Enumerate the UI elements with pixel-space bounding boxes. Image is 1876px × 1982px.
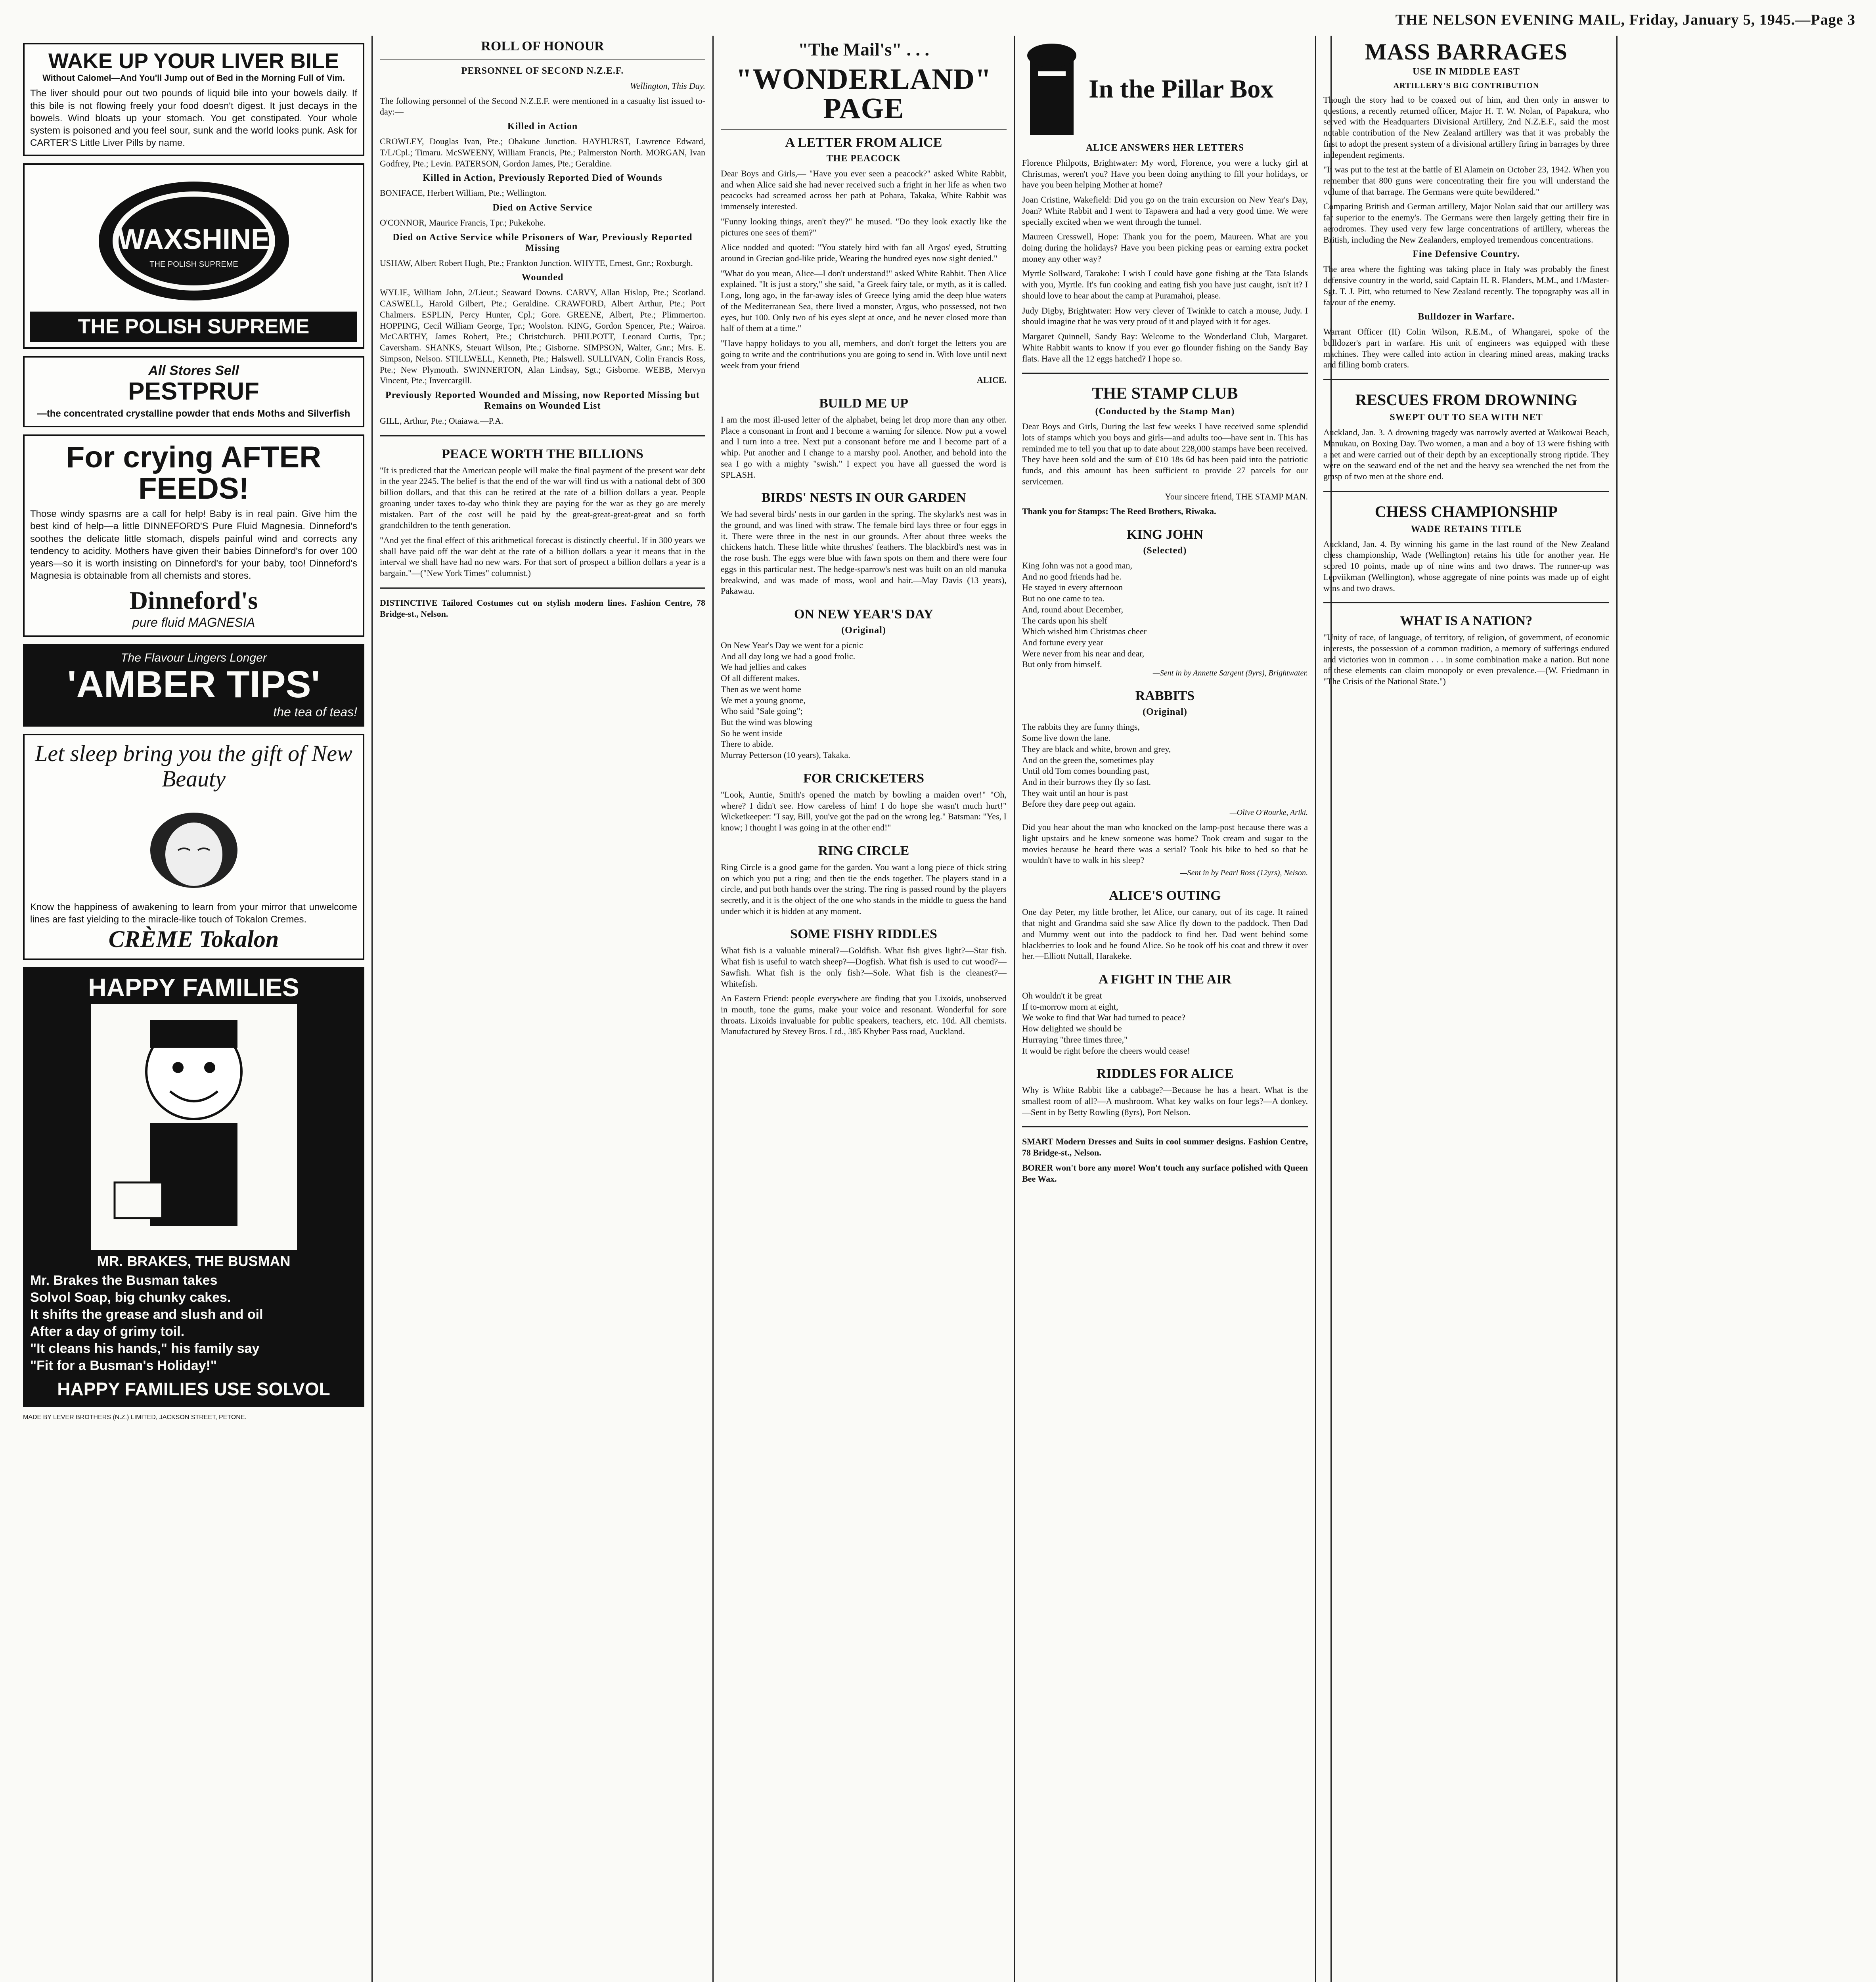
ad-liver-bile: [23, 43, 364, 156]
ad-solvol: [23, 967, 364, 1407]
rabbits-poem-line: The rabbits they are funny things,: [1022, 722, 1140, 732]
missing-heading: Previously Reported Wounded and Missing, now Reported Missing but Remains on Wounded List: [385, 390, 700, 411]
letter-signature: ALICE.: [976, 375, 1007, 385]
killed-heading: Killed in Action: [507, 121, 578, 132]
roll-intro: The following personnel of the Second N.Z.E.F. were mentioned in a casualty list issued to-day:—: [380, 96, 705, 117]
chess-text: Auckland, Jan. 4. By winning his game in the last round of the New Zealand chess championship, Wade (Wellington) retains his title for another year. He scored 10 points, made up of nine wins and two draws. The runner-up was Lepviikman (Wellington), whose aggregate of nine points was made up of eight wins and two draws.: [1323, 539, 1609, 593]
pestpruf-brand: PESTPRUF: [128, 378, 259, 406]
mass-barrages-para3: Comparing British and German artillery, Major Nolan said that our artillery was far superior to the enemy's. The Germans were then largely getting their fire in aerodromes. They used very few large concentrations of artillery, whereas the British, including the New Zealanders, employed tremendous concentrations.: [1323, 201, 1609, 245]
pillar-box-title: In the Pillar Box: [1089, 75, 1274, 104]
king-john-poem-line: But only from himself.: [1022, 659, 1102, 670]
waxshine-tin-illustration: [91, 174, 297, 308]
new-years-day-poem-line: There to abide.: [721, 739, 773, 749]
stamp-club-thanks: Thank you for Stamps: The Reed Brothers, Riwaka.: [1022, 506, 1216, 517]
riddles-alice-title: RIDDLES FOR ALICE: [1096, 1066, 1234, 1081]
fight-in-air-poem-line: Oh wouldn't it be great: [1022, 990, 1102, 1001]
stamp-club-sub: (Conducted by the Stamp Man): [1095, 406, 1235, 417]
solvol-verse: [30, 1273, 357, 1374]
new-years-day-poem: [721, 640, 1007, 761]
fight-in-air-poem: [1022, 990, 1308, 1056]
new-years-day-title: ON NEW YEAR'S DAY: [794, 607, 934, 622]
bulldozer-heading: Bulldozer in Warfare.: [1418, 312, 1515, 322]
stamp-club-para1: Dear Boys and Girls, During the last few weeks I have received some splendid lots of stamps which you boys and girls—and adults too—have sent in. This has reminded me to tell you that up to date about 228,000 stamps have been received. They have been sold and the sum of £10 18s 6d has been paid into the patriotic funds, and this amount has been sufficient to provide 27 parcels for our servicemen.: [1022, 421, 1308, 486]
fishy-riddles-text: What fish is a valuable mineral?—Goldfish. What fish gives light?—Star fish. What fish is useful to watch sheep?—Dogfish. What fish is used to cut wood?—Sawfish. What fish is the only fish?—Sole. What fish is the cleanest?—Whitefish.: [721, 945, 1007, 989]
peacock-heading: THE PEACOCK: [826, 153, 901, 164]
rescues-sub: SWEPT OUT TO SEA WITH NET: [1390, 412, 1543, 423]
roll-of-honour-title: ROLL OF HONOUR: [481, 39, 604, 54]
prisoner-list: USHAW, Albert Robert Hugh, Pte.; Frankton Junction. WHYTE, Ernest, Gnr.; Roxburgh.: [380, 258, 693, 268]
king-john-poem-line: But no one came to tea.: [1022, 593, 1105, 604]
waxshine-footer: THE POLISH SUPREME: [30, 312, 357, 342]
new-years-day-poem-line: We had jellies and cakes: [721, 662, 806, 672]
died-wounds-heading: Killed in Action, Previously Reported Died of Wounds: [423, 173, 662, 184]
tokalon-text: Know the happiness of awakening to learn from your mirror that unwelcome lines are fast yielding to the miracle-like touch of Tokalon Cremes.: [30, 901, 357, 925]
wonderland-title: "WONDERLAND" PAGE: [735, 63, 992, 125]
rabbits-title: RABBITS: [1135, 689, 1195, 704]
new-years-day-poem-line: Then as we went home: [721, 684, 801, 694]
dinnefords-text: Those windy spasms are a call for help! Baby is in real pain. Give him the best kind of help—a little DINNEFORD'S Pure Fluid Magnesia. Dinneford's soothes the delicate little stomach, dispels painful wind and corrects any tendency to acidity. Mothers have given their babies Dinneford's for over 100 years—so it is worth insisting on Dinneford's for your baby, too! Dinneford's Magnesia is obtainable from all chemists and stores.: [30, 509, 357, 582]
answer-joan: Joan Cristine, Wakefield: Did you go on the train excursion on New Year's Day, Joan? White Rabbit and I went to Tapawera and had a very good time. We were specially excited when we went through the tunnel.: [1022, 195, 1308, 227]
rabbits-poem-line: They wait until an hour is past: [1022, 788, 1128, 798]
mass-barrages-sub: USE IN MIDDLE EAST: [1413, 67, 1520, 77]
fishy-riddles-title: SOME FISHY RIDDLES: [790, 927, 937, 942]
lamppost-text: Did you hear about the man who knocked on the lamp-post because there was a light upstairs and he knew someone was home? Took cream and sugar to the movies because he heard there was a serial? Took his bike to bed so that he wouldn't have to walk in his sleep?: [1022, 822, 1308, 865]
roll-dateline: Wellington, This Day.: [630, 81, 705, 91]
pestpruf-store: All Stores Sell: [148, 363, 239, 379]
fight-in-air-poem-line: We woke to find that War had turned to peace?: [1022, 1012, 1186, 1023]
letter-para5: "Have happy holidays to you all, members, and don't forget the letters you are going to write and the contributions you are going to send in. With love until next week from your friend: [721, 338, 1007, 370]
amber-top: The Flavour Lingers Longer: [121, 651, 267, 665]
letter-para1: Dear Boys and Girls,— "Have you ever seen a peacock?" asked White Rabbit, and when Alice said she had never received such a fright in her life as when two peacocks had screamed across her path at Pohara, Takaka, White Rabbit was immensely interested.: [721, 168, 1007, 212]
pillar-box-header: [1022, 40, 1308, 139]
mass-barrages-para1: Though the story had to be coaxed out of him, and then only in answer to questions, a recently returned officer, Major H. T. W. Nolan, of Papakura, who served with the Headquarters Divisional Artillery, 2nd N.Z.E.F., said the most notable contribution of the New Zealand artillery was that it was probably the first to adopt the present system of a divisional artillery firing in barrages by three independent regiments.: [1323, 95, 1609, 160]
ad-costumes: DISTINCTIVE Tailored Costumes cut on stylish modern lines. Fashion Centre, 78 Bridge-st., Nelson.: [380, 597, 705, 619]
king-john-poem-line: The cards upon his shelf: [1022, 615, 1108, 626]
alices-outing-title: ALICE'S OUTING: [1109, 888, 1221, 903]
king-john-poem-line: And, round about December,: [1022, 604, 1124, 614]
new-years-day-poem-line: And all day long we had a good frolic.: [721, 651, 856, 661]
solvol-footer: HAPPY FAMILIES USE SOLVOL: [57, 1379, 330, 1400]
mass-barrages-title: MASS BARRAGES: [1365, 39, 1568, 65]
solvol-verse-line: Mr. Brakes the Busman takes: [30, 1273, 218, 1288]
roll-of-honour-subtitle: PERSONNEL OF SECOND N.Z.E.F.: [461, 66, 624, 76]
ring-circle-text: Ring Circle is a good game for the garden. You want a long piece of thick string on which you put a ring; and then tie the ends together. The players stand in a circle, and put both hands over the string. The ring is passed round by the players secretly, and it is the object of the one who stands in the middle to guess the hand under which it is hidden at any moment.: [721, 862, 1007, 916]
rescues-text: Auckland, Jan. 3. A drowning tragedy was narrowly averted at Waikowai Beach, Manukau, on Boxing Day. Two women, a man and a boy of 13 were fishing with a net and were carried out of their depth by an exceptionally strong riptide. They were on the seaward end of the net and the heavy sea wrenched the net from the grasp of two men at the shore end.: [1323, 427, 1609, 481]
solvol-credit: MADE BY LEVER BROTHERS (N.Z.) LIMITED, JACKSON STREET, PETONE.: [23, 1414, 247, 1421]
column-war-news: [1316, 36, 1618, 1982]
birds-nests-title: BIRDS' NESTS IN OUR GARDEN: [761, 490, 966, 505]
king-john-poem-line: He stayed in every afternoon: [1022, 582, 1123, 593]
wounded-heading: Wounded: [521, 272, 564, 283]
solvol-verse-line: After a day of grimy toil.: [30, 1324, 185, 1339]
rabbits-poem-line: Before they dare peep out again.: [1022, 799, 1135, 809]
new-years-day-poem-line: Who said "Sale going";: [721, 706, 803, 716]
fine-defensive-text: The area where the fighting was taking place in Italy was probably the finest defensive country in the world, said Captain H. R. Flanders, M.M., and 1/Master-Sgt. T. J. Pitt, who returned to New Zealand recently. The topography was all in favour of the enemy.: [1323, 264, 1609, 307]
king-john-poem-line: And fortune every year: [1022, 637, 1103, 647]
column-pillar-box: [1015, 36, 1316, 1982]
answer-margaret: Margaret Quinnell, Sandy Bay: Welcome to the Wonderland Club, Margaret. White Rabbit wants to know if you ever go flounder fishing on the Sandy Bay flats. Have all the 12 eggs hatched? I hope so.: [1022, 331, 1308, 363]
answers-heading: ALICE ANSWERS HER LETTERS: [1085, 143, 1244, 153]
tokalon-title: Let sleep bring you the gift of New Beauty: [35, 740, 352, 792]
rabbits-poem-line: And on the green the, sometimes play: [1022, 755, 1154, 765]
king-john-poem-line: King John was not a good man,: [1022, 560, 1133, 570]
lamppost-credit: —Sent in by Pearl Ross (12yrs), Nelson.: [1180, 869, 1308, 878]
fine-defensive-heading: Fine Defensive Country.: [1413, 249, 1520, 260]
column-roll-of-honour: [373, 36, 714, 1982]
died-wounds-list: BONIFACE, Herbert William, Pte.; Wellington.: [380, 188, 547, 198]
fight-in-air-title: A FIGHT IN THE AIR: [1098, 972, 1232, 987]
stamp-club-sign: Your sincere friend, THE STAMP MAN.: [1165, 491, 1308, 501]
fight-in-air-poem-line: It would be right before the cheers would cease!: [1022, 1045, 1190, 1056]
king-john-poem-line: Were never from his near and dear,: [1022, 648, 1145, 658]
waxshine-brand: WAXSHINE: [117, 224, 270, 256]
nation-text: "Unity of race, of language, of territory, of religion, of government, of economic interests, the possession of a common tradition, a memory of sufferings endured and victories won in common . . . in some combination make a nation. But none of these elements can claim monopoly or even prevalence.—(W. Friedmann in "The Crisis of the National State."): [1323, 632, 1609, 687]
ad-smart-dresses: SMART Modern Dresses and Suits in cool summer designs. Fashion Centre, 78 Bridge-st., Nelson.: [1022, 1136, 1308, 1158]
solvol-verse-line: Solvol Soap, big chunky cakes.: [30, 1290, 231, 1305]
ad-pestpruf: [23, 356, 364, 427]
king-john-poem-line: And no good friends had he.: [1022, 571, 1122, 582]
letter-para3: Alice nodded and quoted: "You stately bird with fan all Argos' eyed, Strutting around in Grecian god-like pride, Wearing the hundred eyes now sight denied.": [721, 242, 1007, 264]
rabbits-poem-line: Until old Tom comes bounding past,: [1022, 766, 1149, 776]
ad-amber-tips: [23, 644, 364, 727]
pillar-box-icon: [1022, 40, 1082, 139]
new-years-day-sub: (Original): [841, 625, 886, 635]
active-service-list: O'CONNOR, Maurice Francis, Tpr.; Pukekohe.: [380, 218, 546, 228]
fight-in-air-poem-line: If to-morrow morn at eight,: [1022, 1001, 1118, 1012]
masthead: THE NELSON EVENING MAIL, Friday, January 5, 1945.—Page 3: [1395, 11, 1855, 28]
stamp-club-title: THE STAMP CLUB: [1092, 385, 1238, 403]
king-john-poem: [1022, 560, 1308, 670]
mass-barrages-para2: "It was put to the test at the battle of El Alamein on October 23, 1942. When you remember that 800 guns were concentrating their fire you will understand the volume of that barrage. The Germans were quite bewildered.": [1323, 165, 1609, 197]
dinnefords-brand-sub: pure fluid MAGNESIA: [132, 615, 255, 630]
solvol-verse-line: It shifts the grease and slush and oil: [30, 1307, 263, 1322]
nation-title: WHAT IS A NATION?: [1400, 614, 1533, 629]
wounded-list: WYLIE, William John, 2/Lieut.; Seaward Downs. CARVY, Allan Hislop, Pte.; Scotland. CASWELL, Harold Gilbert, Pte.; Geraldine. CRAWFORD, Albert Arthur, Pte.; Port Chalmers. ESPLIN, Percy Hunter, Cpl.; Gore. GREENE, Albert, Pte.; Plimmerton. HOPPING, Cecil William George, Tpr.; Woolston. KING, Gordon Spencer, Pte.; Wairoa. McCARTHY, James Robert, Pte.; Christchurch. PHILPOTT, Leonard Curtis, Tpr.; Caversham. SHANKS, Steuart Wilson, Pte.; Gisborne. SIMPSON, Walter, Gnr.; Mrs. E. Simpson, Nelson. STILLWELL, Kenneth, Pte.; Halswell. SULLIVAN, Colin Francis Ross, Pte.; New Plymouth. SWINNERTON, Alan Lindsay, Sgt.; Gisborne. WEBB, Mervyn Vincent, Pte.; Invercargill.: [380, 287, 705, 386]
pestpruf-text: —the concentrated crystalline powder that ends Moths and Silverfish: [37, 408, 350, 419]
letter-para2: "Funny looking things, aren't they?" he mused. "Do they look exactly like the pictures one sees of them?": [721, 216, 1007, 237]
new-years-day-poem-line: So he went inside: [721, 728, 783, 738]
ad-liver-text: The liver should pour out two pounds of liquid bile into your bowels daily. If this bile is not flowing freely your food doesn't digest. It just decays in the bowels. Wind bloats up your stomach. You get constipated. Your whole system is poisoned and you feel sour, sunk and the world looks punk. Ask for CARTER'S Little Liver Pills by name.: [30, 88, 357, 149]
column-wonderland-page: [714, 36, 1015, 1982]
busman-illustration: [91, 1004, 297, 1250]
new-years-day-poem-line: Murray Petterson (10 years), Takaka.: [721, 750, 850, 760]
letter-para4: "What do you mean, Alice—I don't understand!" asked White Rabbit. Then Alice explained. "It is just a story," she said, "a Greek fairy tale, or myth, as it is called. Long, long ago, in the far-away isles of Greece lying amid the deep blue waters of the Mediterranean Sea, there lived a monster, Argus, who possessed, not two eyes, but 100. Only two of his eyes slept at once, and he never closed more than half of them at a time.": [721, 268, 1007, 333]
birds-nests-text: We had several birds' nests in our garden in the spring. The skylark's nest was in the ground, and was lined with straw. The female bird lays three or four eggs in it. There were three in the nest in our grounds. After about three weeks the chickens hatch. These little white thrushes' feathers. The blackbird's nest was in the rose bush. The eggs were blue with fawn spots on them and there were four eggs in this particular nest. The hedge-sparrow's nest was built on an old manuka breakwind, and was made of moss, wool and hair.—May Davis (13 years), Pakawau.: [721, 509, 1007, 596]
prisoner-heading: Died on Active Service while Prisoners of War, Previously Reported Missing: [392, 232, 693, 253]
peace-billions-para2: "And yet the final effect of this arithmetical forecast is distinctly cheerful. If in 300 years we shall have paid off the war debt at the rate of a billion dollars a year it means that in the interval we shall have had no new wars. For that sort of prospect a billion dollars a year is a bargain."—("New York Times" columnist.): [380, 535, 705, 578]
rabbits-poem: [1022, 721, 1308, 809]
king-john-poem-line: Which wished him Christmas cheer: [1022, 626, 1147, 637]
dinnefords-brand: Dinneford's: [129, 586, 258, 615]
king-john-title: KING JOHN: [1126, 527, 1204, 542]
waxshine-slogan: THE POLISH SUPREME: [149, 260, 238, 269]
wonderland-bracket-title: "The Mail's" . . .: [798, 39, 929, 59]
active-service-heading: Died on Active Service: [492, 203, 593, 213]
killed-list: CROWLEY, Douglas Ivan, Pte.; Ohakune Junction. HAYHURST, Lawrence Edward, T/L/Cpl.; Timaru. McSWEENY, William Francis, Pte.; Palmerston North. MORGAN, Ivan Godfrey, Pte.; Levin. PATERSON, Gordon James, Pte.; Geraldine.: [380, 136, 705, 168]
king-john-sub: (Selected): [1143, 545, 1187, 556]
missing-list: GILL, Arthur, Pte.; Otaiawa.—P.A.: [380, 415, 503, 426]
bulldozer-text: Warrant Officer (II) Colin Wilson, R.E.M., of Whangarei, spoke of the bulldozer's part in warfare. His unit of engineers was equipped with these machines. They were called into action in clearing mined areas, making tracks and filling bomb craters.: [1323, 327, 1609, 370]
new-years-day-poem-line: On New Year's Day we went for a picnic: [721, 640, 863, 650]
peace-billions-para1: "It is predicted that the American people will make the final payment of the present war debt in the year 2245. The belief is that the end of the war will find us with a national debt of 300 billion dollars, and that this can be retired at the rate of a billion dollars a year. People groaning under taxes to-day who think they are paying for the war as they go are merely mistaken. Part of the cost will be paid by the great-great-great-great and so forth grandchildren to the tenth generation.: [380, 465, 705, 530]
ad-dinnefords: [23, 434, 364, 637]
answer-florence: Florence Philpotts, Brightwater: My word, Florence, you were a lucky girl at Christmas, weren't you? Have you been doing anything to fill your holidays, or have you been helping Mother at home?: [1022, 158, 1308, 190]
fight-in-air-poem-line: Hurraying "three times three,": [1022, 1034, 1128, 1045]
ad-liver-title: WAKE UP YOUR LIVER BILE: [48, 49, 339, 73]
ring-circle-title: RING CIRCLE: [818, 843, 909, 858]
tokalon-brand: CRÈME Tokalon: [108, 926, 279, 953]
rabbits-poem-line: Some live down the lane.: [1022, 733, 1111, 743]
cricketers-title: FOR CRICKETERS: [803, 771, 925, 786]
ad-liver-tagline: Without Calomel—And You'll Jump out of Bed in the Morning Full of Vim.: [42, 73, 345, 83]
ad-tokalon: [23, 734, 364, 960]
riddles-alice-text: Why is White Rabbit like a cabbage?—Because he has a heart. What is the smallest room of all?—A mushroom. What key walks on four legs?—A donkey.—Sent in by Betty Rowling (8yrs), Port Nelson.: [1022, 1085, 1308, 1117]
ad-borer: BORER won't bore any more! Won't touch any surface polished with Queen Bee Wax.: [1022, 1162, 1308, 1184]
rescues-title: RESCUES FROM DROWNING: [1355, 391, 1577, 409]
chess-sub: WADE RETAINS TITLE: [1411, 524, 1522, 534]
answer-maureen: Maureen Cresswell, Hope: Thank you for the poem, Maureen. What are you doing during the holidays? Have you been picking peas or earning extra pocket money any other way?: [1022, 231, 1308, 264]
build-me-up-title: BUILD ME UP: [819, 396, 908, 411]
letter-title: A LETTER FROM ALICE: [785, 135, 942, 150]
rabbits-credit: —Olive O'Rourke, Ariki.: [1229, 808, 1308, 817]
answer-judy: Judy Digby, Brightwater: How very clever of Twinkle to catch a mouse, Judy. I should imagine that he was very proud of it and played with it for ages.: [1022, 305, 1308, 327]
king-john-credit: —Sent in by Annette Sargent (9yrs), Brightwater.: [1152, 669, 1308, 678]
answer-myrtle: Myrtle Sollward, Tarakohe: I wish I could have gone fishing at the Tata Islands with you, Myrtle. It's fun cooking and eating fish you have just caught, isn't it? I should love to hear about the camp at Puramahoi, please.: [1022, 268, 1308, 300]
solvol-verse-line: "It cleans his hands," his family say: [30, 1341, 260, 1356]
sleeping-woman-illustration: [134, 795, 253, 898]
solvol-banner: HAPPY FAMILIES: [88, 973, 299, 1002]
solvol-title: MR. BRAKES, THE BUSMAN: [97, 1253, 291, 1270]
eastern-friend-text: An Eastern Friend: people everywhere are finding that you Lixoids, unobserved in mouth, tone the gums, make your voice and resonant. Wonderful for sore throats. Lixoids invaluable for public speakers, teachers, etc. 10d. All chemists. Manufactured by Stevey Bros. Ltd., 385 Khyber Pass road, Auckland.: [721, 993, 1007, 1037]
new-years-day-poem-line: But the wind was blowing: [721, 717, 812, 727]
amber-brand: 'AMBER TIPS': [67, 663, 320, 706]
amber-bottom: the tea of teas!: [273, 705, 357, 719]
build-me-up-text: I am the most ill-used letter of the alphabet, being let drop more than any other. Place a consonant in front and I become a warning for silence. Now put a vowel and I turn into a tree. Next put a consonant before me and I become part of a whip. Put another and I change to a marshy pool. Another, and behold into the sea I go with a mighty "swish." I expect you have all guessed the word is SPLASH.: [721, 414, 1007, 480]
rabbits-poem-line: And in their burrows they fly so fast.: [1022, 777, 1151, 787]
fight-in-air-poem-line: How delighted we should be: [1022, 1024, 1122, 1034]
chess-title: CHESS CHAMPIONSHIP: [1374, 502, 1558, 520]
ad-waxshine: [23, 163, 364, 349]
mass-barrages-sub2: ARTILLERY'S BIG CONTRIBUTION: [1393, 81, 1539, 90]
column-ads-left: [16, 36, 373, 1982]
solvol-verse-line: "Fit for a Busman's Holiday!": [30, 1358, 217, 1374]
dinnefords-title: For crying AFTER FEEDS!: [66, 440, 322, 506]
cricketers-text: "Look, Auntie, Smith's opened the match by bowling a maiden over!" "Oh, where? I didn't see. How careless of him! I do hope she wasn't much hurt!" Wicketkeeper: "I say, Bill, you've got the pad on the wrong leg." Batsman: "Yes, I know; I thought I was going in at the other end!": [721, 789, 1007, 833]
peace-billions-title: PEACE WORTH THE BILLIONS: [442, 446, 643, 461]
alices-outing-text: One day Peter, my little brother, let Alice, our canary, out of its cage. It rained that night and Grandma said she saw Alice fly down to the paddock. Then Dad and Mummy went out into the paddock to find her. Dad went behind some blackberries to look and he found Alice. So he took off his coat and threw it over her.—Elliott Nuttall, Harakeke.: [1022, 907, 1308, 961]
new-years-day-poem-line: We met a young gnome,: [721, 695, 806, 705]
rabbits-poem-line: They are black and white, brown and grey,: [1022, 744, 1171, 754]
rabbits-sub: (Original): [1143, 707, 1187, 717]
new-years-day-poem-line: Of all different makes.: [721, 673, 800, 683]
